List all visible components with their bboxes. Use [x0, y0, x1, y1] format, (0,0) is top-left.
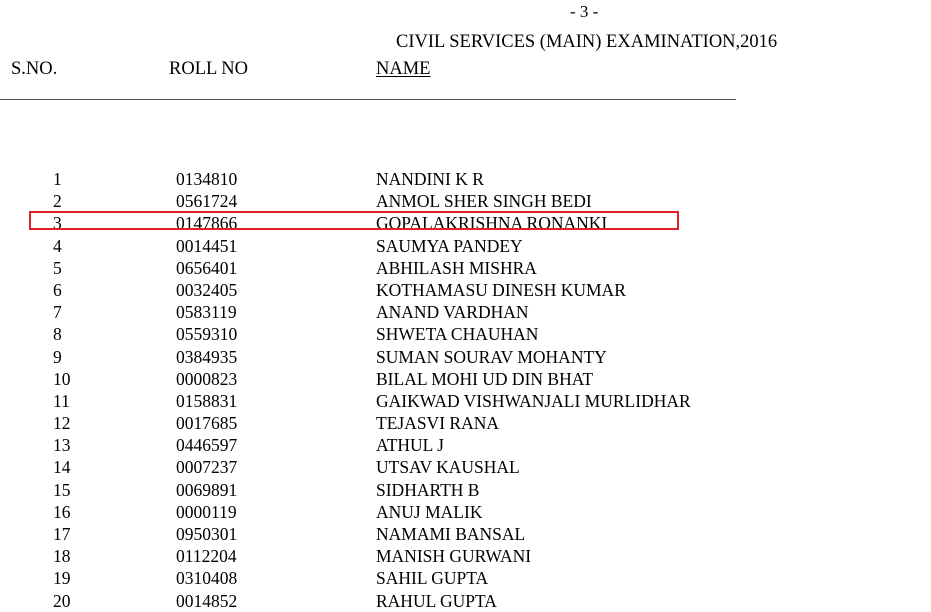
column-header-roll-no: ROLL NO: [169, 59, 248, 79]
name-cell: MANISH GURWANI: [376, 546, 532, 567]
roll-no-cell: 0446597: [176, 435, 238, 456]
name-cell: SHWETA CHAUHAN: [376, 324, 539, 345]
name-cell: SUMAN SOURAV MOHANTY: [376, 346, 607, 367]
sno-cell: 13: [53, 435, 71, 456]
column-header-name: NAME: [376, 59, 431, 79]
table-row: [0, 257, 931, 279]
exam-title: CIVIL SERVICES (MAIN) EXAMINATION,2016: [396, 32, 778, 52]
table-row: [0, 190, 931, 212]
roll-no-cell: 0014451: [176, 235, 238, 256]
roll-no-cell: 0032405: [176, 279, 238, 300]
table-row: [0, 346, 931, 368]
table-row: [0, 501, 931, 523]
roll-no-cell: 0384935: [176, 346, 238, 367]
sno-cell: 6: [53, 279, 62, 300]
sno-cell: 3: [53, 213, 62, 234]
roll-no-cell: 0017685: [176, 413, 238, 434]
name-cell: UTSAV KAUSHAL: [376, 457, 520, 478]
roll-no-cell: 0310408: [176, 568, 238, 589]
sno-cell: 14: [53, 457, 71, 478]
sno-cell: 17: [53, 524, 71, 544]
sno-cell: 5: [53, 257, 62, 278]
roll-no-cell: 0112204: [176, 546, 237, 567]
roll-no-cell: 0950301: [176, 524, 238, 544]
table-row: [0, 323, 931, 345]
column-header-sno: S.NO.: [11, 59, 58, 79]
roll-no-cell: 0147866: [176, 213, 238, 234]
name-cell: ATHUL J: [376, 435, 444, 456]
name-cell: ANUJ MALIK: [376, 501, 483, 522]
sno-cell: 16: [53, 501, 71, 522]
name-cell: KOTHAMASU DINESH KUMAR: [376, 279, 626, 300]
table-row: [0, 545, 931, 567]
name-cell: TEJASVI RANA: [376, 413, 499, 434]
sno-cell: 7: [53, 302, 62, 323]
roll-no-cell: 0583119: [176, 302, 237, 323]
highlight-box: [29, 211, 679, 230]
table-row: [0, 567, 931, 589]
sno-cell: 1: [53, 169, 62, 189]
name-cell: SIDHARTH B: [376, 479, 480, 500]
table-row: [0, 434, 931, 456]
roll-no-cell: 0158831: [176, 390, 238, 411]
roll-no-cell: 0014852: [176, 590, 238, 611]
name-cell: NAMAMI BANSAL: [376, 524, 526, 544]
name-cell: SAUMYA PANDEY: [376, 235, 523, 256]
name-cell: ANAND VARDHAN: [376, 302, 529, 323]
sno-cell: 19: [53, 568, 71, 589]
sno-cell: 8: [53, 324, 62, 345]
roll-no-cell: 0069891: [176, 479, 238, 500]
sno-cell: 4: [53, 235, 62, 256]
roll-no-cell: 0561724: [176, 191, 238, 212]
page-number: - 3 -: [570, 2, 599, 21]
results-table: [0, 168, 931, 612]
name-cell: GAIKWAD VISHWANJALI MURLIDHAR: [376, 390, 691, 411]
sno-cell: 2: [53, 191, 62, 212]
name-cell: GOPALAKRISHNA RONANKI: [376, 213, 608, 234]
name-cell: SAHIL GUPTA: [376, 568, 489, 589]
roll-no-cell: 0007237: [176, 457, 238, 478]
name-cell: ANMOL SHER SINGH BEDI: [376, 191, 592, 212]
table-row: [0, 168, 931, 190]
table-row: [0, 390, 931, 412]
name-cell: RAHUL GUPTA: [376, 590, 497, 611]
name-cell: NANDINI K R: [376, 169, 484, 189]
roll-no-cell: 0000823: [176, 368, 238, 389]
roll-no-cell: 0559310: [176, 324, 238, 345]
sno-cell: 20: [53, 590, 71, 611]
sno-cell: 9: [53, 346, 62, 367]
sno-cell: 12: [53, 413, 71, 434]
table-row: [0, 412, 931, 434]
table-row: [0, 279, 931, 301]
sno-cell: 10: [53, 368, 71, 389]
name-cell: BILAL MOHI UD DIN BHAT: [376, 368, 594, 389]
table-row: [0, 368, 931, 390]
table-row: [0, 456, 931, 478]
table-row: [0, 590, 931, 612]
roll-no-cell: 0656401: [176, 257, 238, 278]
table-row: [0, 235, 931, 257]
name-cell: ABHILASH MISHRA: [376, 257, 537, 278]
header-rule: [0, 99, 736, 100]
sno-cell: 11: [53, 390, 70, 411]
sno-cell: 18: [53, 546, 71, 567]
table-row: [0, 523, 931, 545]
table-row: [0, 301, 931, 323]
sno-cell: 15: [53, 479, 71, 500]
roll-no-cell: 0134810: [176, 169, 238, 189]
table-row: [0, 479, 931, 501]
roll-no-cell: 0000119: [176, 501, 237, 522]
